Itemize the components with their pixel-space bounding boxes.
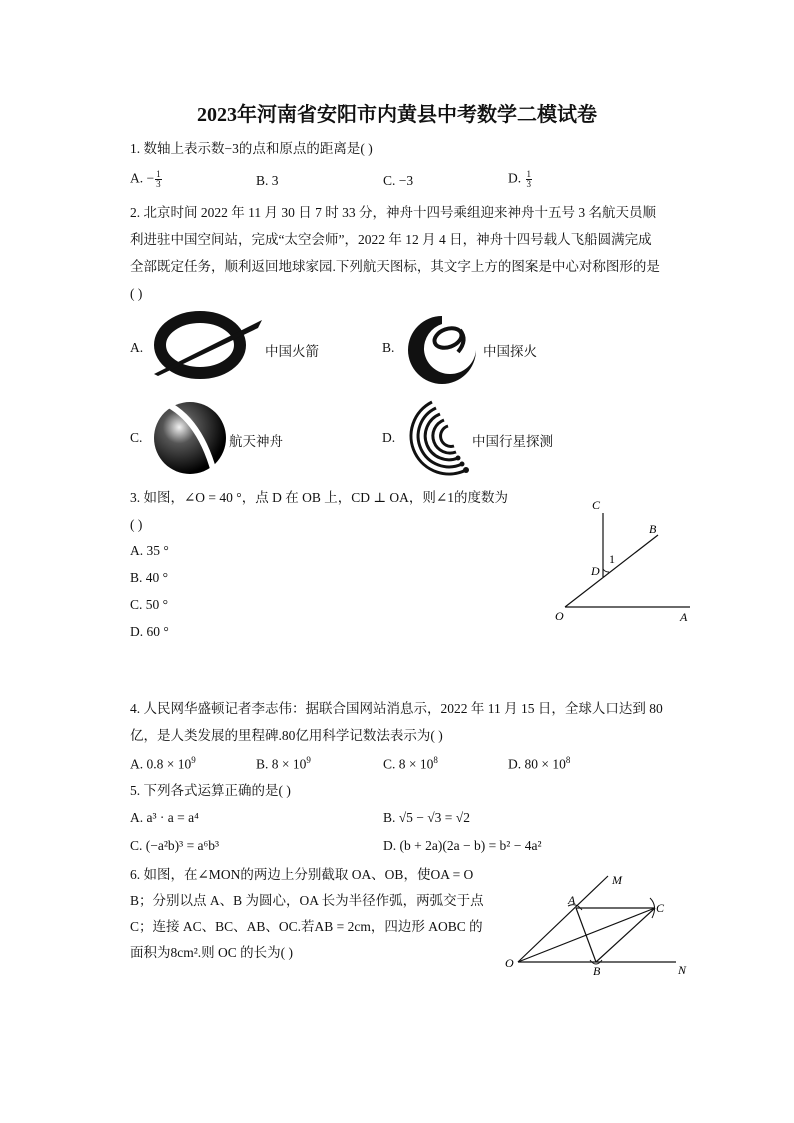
fraction-numerator: 1 bbox=[156, 169, 161, 179]
q4-option-c-base: C. 8 × 10 bbox=[383, 756, 434, 772]
q1-option-a-fraction bbox=[155, 170, 162, 189]
q2-option-c-text: 航天神舟 bbox=[229, 434, 283, 449]
q4-option-d-exponent: 8 bbox=[565, 755, 571, 765]
q5-option-b: B. √5 − √3 = √2 bbox=[383, 810, 470, 825]
label-O: O bbox=[505, 956, 514, 970]
label-angle-1: 1 bbox=[609, 552, 615, 566]
q2-option-c-label: C. bbox=[130, 430, 143, 445]
q2-option-b-label: B. bbox=[382, 340, 395, 355]
mars-exploration-logo-icon bbox=[402, 310, 482, 384]
label-O: O bbox=[555, 609, 564, 623]
label-B: B bbox=[649, 522, 657, 536]
segment-OC bbox=[518, 908, 655, 962]
q2-line-2: 利进驻中国空间站，完成“太空会师”，2022 年 12 月 4 日，神舟十四号载人飞船圆满完成 bbox=[130, 232, 652, 247]
fraction-numerator: 1 bbox=[526, 169, 531, 179]
q5-option-c: C. (−a²b)³ = a⁶b³ bbox=[130, 838, 220, 853]
q2-line-4: ( ) bbox=[130, 286, 143, 301]
q4-option-c bbox=[383, 755, 438, 773]
q1-option-d-label: D. bbox=[508, 170, 525, 186]
rocket-logo-icon bbox=[152, 312, 264, 378]
q3-geometry-figure bbox=[550, 495, 700, 630]
q2-line-1: 2. 北京时间 2022 年 11 月 30 日 7 时 33 分，神舟十四号乘组迎来神舟十五号 3 名航天员顺 bbox=[130, 205, 656, 220]
q2-option-a-text: 中国火箭 bbox=[265, 344, 319, 359]
ray-OM bbox=[518, 876, 608, 962]
q1-option-d bbox=[508, 170, 532, 189]
q5-option-d: D. (b + 2a)(2a − b) = b² − 4a² bbox=[383, 838, 542, 853]
ray-OB bbox=[565, 535, 658, 607]
label-B: B bbox=[593, 964, 601, 978]
q1-stem: 1. 数轴上表示数−3的点和原点的距离是( ) bbox=[130, 141, 373, 156]
q1-option-c: C. −3 bbox=[383, 173, 414, 188]
segment-BC bbox=[596, 908, 655, 962]
angle-1-arc bbox=[603, 569, 609, 572]
shenzhou-logo-icon bbox=[150, 396, 230, 476]
q2-option-d-label: D. bbox=[382, 430, 396, 445]
label-A: A bbox=[680, 610, 688, 624]
fraction-denominator: 3 bbox=[526, 179, 531, 189]
q4-option-a-exponent: 9 bbox=[191, 755, 196, 765]
q3-option-d: D. 60 ° bbox=[130, 624, 169, 639]
q4-line-2: 亿，是人类发展的里程碑.80亿用科学记数法表示为( ) bbox=[130, 728, 443, 743]
label-N: N bbox=[678, 963, 687, 977]
q3-option-a: A. 35 ° bbox=[130, 543, 169, 558]
q1-option-a bbox=[130, 170, 162, 189]
q3-line-1: 3. 如图，∠O = 40 °，点 D 在 OB 上，CD ⊥ OA，则∠1的度数为 bbox=[130, 490, 508, 505]
q3-option-b: B. 40 ° bbox=[130, 570, 169, 585]
q1-option-d-fraction bbox=[526, 170, 533, 189]
q5-option-a: A. a³ · a = a⁴ bbox=[130, 810, 199, 825]
q3-line-2: ( ) bbox=[130, 517, 143, 532]
q2-line-3: 全部既定任务，顺利返回地球家园.下列航天图标，其文字上方的图案是中心对称图形的是 bbox=[130, 259, 660, 274]
planet-exploration-logo-icon bbox=[402, 398, 472, 474]
label-C: C bbox=[656, 901, 665, 915]
q1-option-a-label: A. − bbox=[130, 170, 155, 186]
q2-option-b-text: 中国探火 bbox=[483, 344, 537, 359]
fraction-denominator: 3 bbox=[156, 179, 161, 189]
q4-option-b-exponent: 9 bbox=[306, 755, 311, 765]
q4-option-d-base: D. 80 × 10 bbox=[508, 756, 566, 772]
q4-line-1: 4. 人民网华盛顿记者李志伟：据联合国网站消息示，2022 年 11 月 15 日，全球人口达到 80 bbox=[130, 701, 663, 716]
q6-line-3: C；连接 AC、BC、AB、OC.若AB = 2cm，四边形 AOBC 的 bbox=[130, 919, 483, 934]
label-M: M bbox=[612, 873, 622, 887]
q1-option-b: B. 3 bbox=[256, 173, 279, 188]
q6-geometry-figure bbox=[500, 868, 700, 980]
q2-option-d-text: 中国行星探测 bbox=[472, 434, 553, 449]
q2-option-a-label: A. bbox=[130, 340, 144, 355]
q4-option-b bbox=[256, 755, 311, 773]
label-C: C bbox=[592, 498, 601, 512]
q4-option-a bbox=[130, 755, 196, 773]
label-D: D bbox=[591, 564, 600, 578]
q5-stem: 5. 下列各式运算正确的是( ) bbox=[130, 783, 291, 798]
q4-option-d bbox=[508, 755, 570, 773]
q3-option-c: C. 50 ° bbox=[130, 597, 169, 612]
q6-line-4: 面积为8cm².则 OC 的长为( ) bbox=[130, 945, 294, 960]
q4-option-b-base: B. 8 × 10 bbox=[256, 756, 307, 772]
q6-line-1: 6. 如图，在∠MON的两边上分别截取 OA、OB，使OA = O bbox=[130, 867, 474, 882]
q6-line-2: B；分别以点 A、B 为圆心，OA 长为半径作弧，两弧交于点 bbox=[130, 893, 484, 908]
page-title: 2023年河南省安阳市内黄县中考数学二模试卷 bbox=[197, 104, 597, 126]
q4-option-c-exponent: 8 bbox=[433, 755, 438, 765]
label-A: A bbox=[568, 893, 576, 907]
q4-option-a-base: A. 0.8 × 10 bbox=[130, 756, 192, 772]
